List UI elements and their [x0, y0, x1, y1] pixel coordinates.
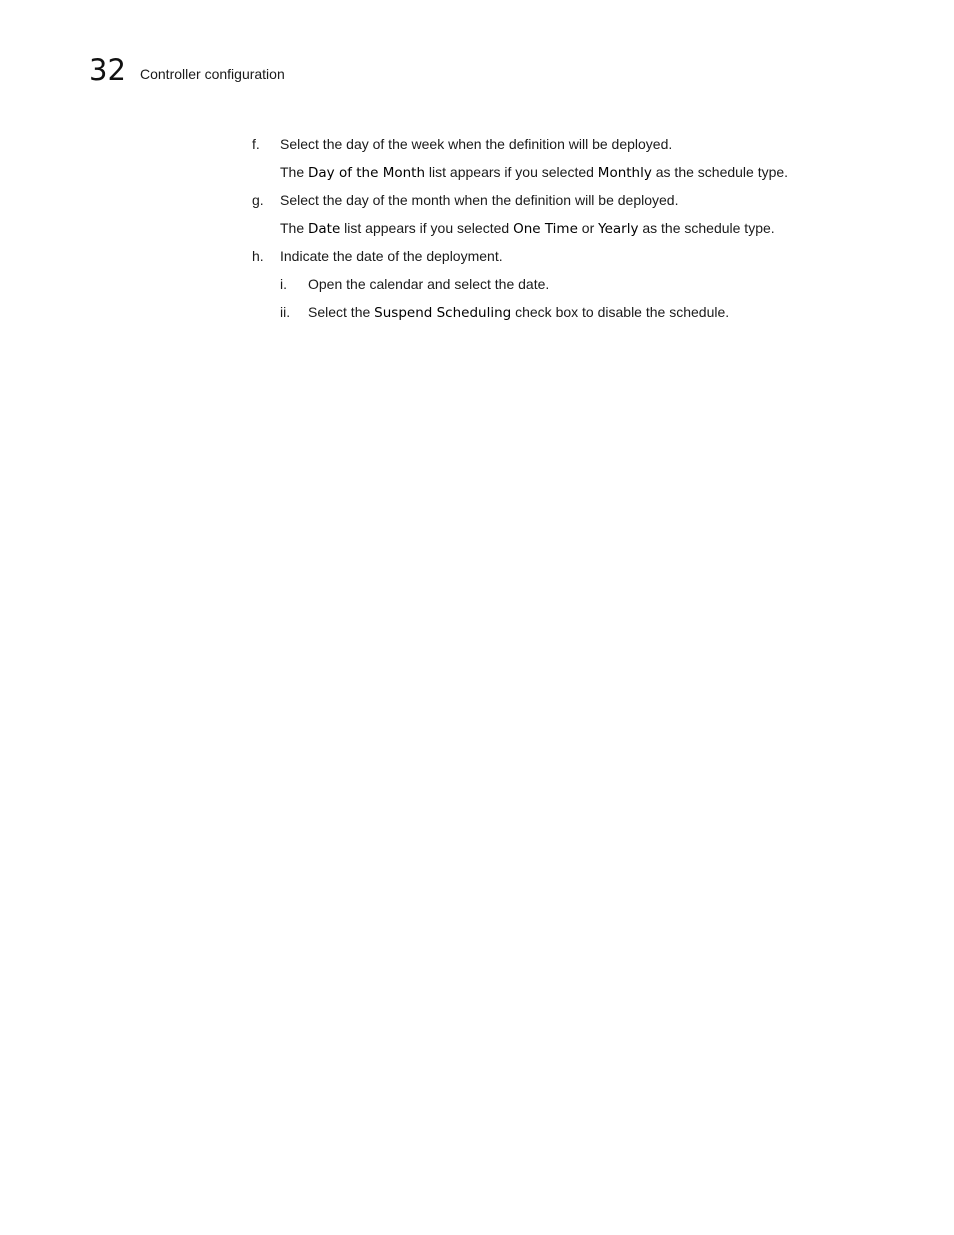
- substep-ii-marker: ii.: [280, 304, 291, 320]
- step-h-text: Indicate the date of the deployment.: [280, 248, 503, 264]
- substep-i-text: Open the calendar and select the date.: [308, 276, 550, 292]
- step-f-note: [280, 163, 788, 182]
- step-f-note-post: as the schedule type.: [651, 164, 789, 180]
- substep-ii-pre: Select the: [308, 304, 375, 320]
- step-g-text: Select the day of the month when the definition will be deployed.: [280, 192, 679, 208]
- step-f-note-mid: list appears if you selected: [425, 164, 598, 180]
- ui-term-yearly: Yearly: [598, 221, 639, 237]
- chapter-number: 32: [89, 53, 126, 87]
- substep-ii-text: [308, 303, 729, 322]
- ui-term-date: Date: [308, 221, 341, 237]
- step-f-marker: f.: [252, 136, 260, 152]
- step-g-note-pre: The: [280, 220, 309, 236]
- chapter-title: Controller configuration: [140, 66, 285, 82]
- step-g-note-mid2: or: [577, 220, 599, 236]
- step-f-text: Select the day of the week when the definition will be deployed.: [280, 136, 673, 152]
- ui-term-one-time: One Time: [513, 221, 578, 237]
- step-g-marker: g.: [252, 192, 264, 208]
- substep-ii-post: check box to disable the schedule.: [511, 304, 730, 320]
- step-g-note-post: as the schedule type.: [638, 220, 775, 236]
- step-f-note-pre: The: [280, 164, 309, 180]
- ui-term-suspend-scheduling: Suspend Scheduling: [374, 305, 512, 321]
- substep-i-marker: i.: [280, 276, 287, 292]
- ui-term-monthly: Monthly: [597, 165, 652, 181]
- step-g-note-mid1: list appears if you selected: [340, 220, 514, 236]
- step-h-marker: h.: [252, 248, 264, 264]
- ui-term-day-of-the-month: Day of the Month: [308, 165, 426, 181]
- step-g-note: [280, 219, 775, 238]
